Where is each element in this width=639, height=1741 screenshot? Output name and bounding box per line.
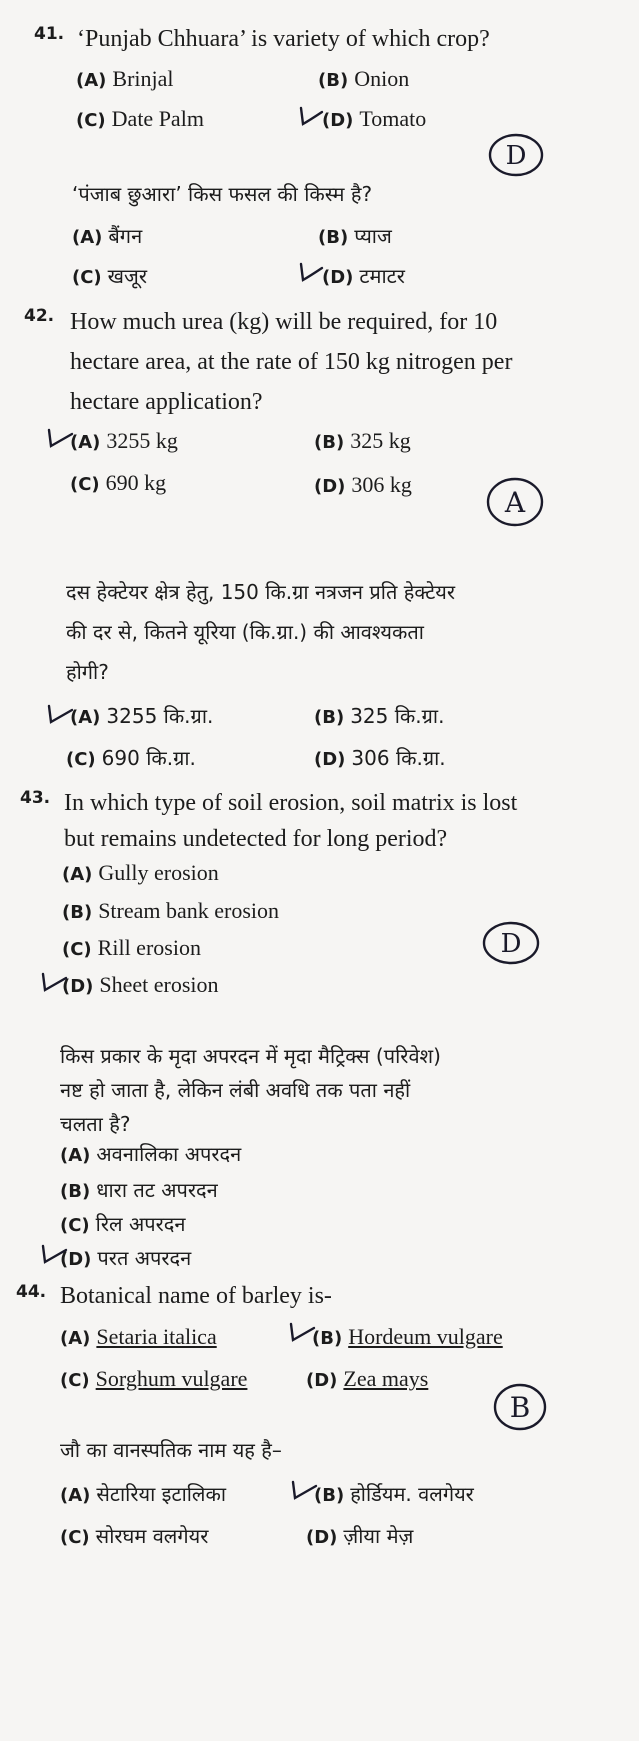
q42-option-b-hi[interactable] [314,702,444,729]
q44-number: 44. [16,1282,47,1302]
q44-option-a-hi[interactable] [60,1480,226,1507]
option-letter: (A) [60,1485,91,1506]
option-text: अवनालिका अपरदन [96,1142,242,1166]
q42-option-d-hi[interactable] [314,744,446,771]
option-letter: (B) [60,1181,91,1202]
answer-circle [486,130,546,180]
option-letter: (A) [76,70,107,91]
q41-option-a-en[interactable] [76,66,174,92]
answer-circle [490,1380,550,1434]
q43-option-c-en[interactable] [62,935,201,961]
q41-number: 41. [34,24,65,44]
q41-option-b-hi[interactable] [318,222,392,249]
q44-option-d-hi[interactable] [306,1522,413,1549]
q42-question-en-line-1: How much urea (kg) will be required, for 10 [70,309,498,335]
q42-question-en-line-3: hectare application? [70,389,263,415]
option-text: 325 kg [350,428,411,453]
option-letter: (D) [62,976,94,997]
option-letter: (B) [312,1328,343,1349]
option-text: Sheet erosion [99,972,219,997]
check-mark-icon [46,704,74,728]
q43-question-en-line-1: In which type of soil erosion, soil matrix is lost [64,790,518,816]
option-text: धारा तट अपरदन [96,1178,218,1202]
option-text: 690 कि.ग्रा. [101,746,196,770]
q41-option-c-en[interactable] [76,106,204,132]
option-text: Gully erosion [98,860,219,885]
answer-circle [484,474,546,530]
q41-option-d-hi[interactable] [322,262,405,289]
q42-option-c-hi[interactable] [66,744,196,771]
option-letter: (A) [60,1145,91,1166]
q41-option-a-hi[interactable] [72,222,142,249]
option-letter: (A) [70,707,101,728]
q43-option-d-en[interactable] [62,972,219,998]
option-text: होर्डियम. वलगेयर [350,1482,474,1506]
q42-question-en-line-2: hectare area, at the rate of 150 kg nitrogen per [70,349,513,375]
option-text: Brinjal [112,66,174,91]
option-text: सोरघम वलगेयर [95,1524,209,1548]
option-letter: (C) [62,939,92,960]
option-letter: (C) [60,1370,90,1391]
q44-question-hi: जौ का वानस्पतिक नाम यह है– [60,1438,282,1462]
q42-option-b-en[interactable] [314,428,411,454]
option-text: Zea mays [343,1366,429,1391]
option-letter: (A) [60,1328,91,1349]
q43-number: 43. [20,788,51,808]
option-letter: (B) [314,1485,345,1506]
check-mark-icon [298,106,324,130]
option-letter: (B) [314,432,345,453]
option-letter: (A) [62,864,93,885]
q41-question-en: ‘Punjab Chhuara’ is variety of which crop? [77,26,490,52]
option-text: टमाटर [359,264,405,288]
option-letter: (A) [72,227,103,248]
q44-option-c-en[interactable] [60,1366,247,1392]
option-text: Stream bank erosion [98,898,280,923]
q42-question-hi-line-2: की दर से, कितने यूरिया (कि.ग्रा.) की आवश्यकता [66,620,424,644]
q44-option-c-hi[interactable] [60,1522,208,1549]
option-text: 325 कि.ग्रा. [350,704,445,728]
option-letter: (B) [314,707,345,728]
check-mark-icon [40,972,68,996]
q43-question-hi-line-1: किस प्रकार के मृदा अपरदन में मृदा मैट्रिक्स (परिवेश) [60,1044,441,1068]
answer-circle-letter: A [504,486,526,519]
q43-question-en-line-2: but remains undetected for long period? [64,826,448,852]
q42-question-hi-line-3: होगी? [66,660,109,684]
option-text: 690 kg [105,470,167,495]
option-text: सेटारिया इटालिका [96,1482,227,1506]
q41-option-b-en[interactable] [318,66,409,92]
option-text: ज़ीया मेज़ [343,1524,414,1548]
q43-question-hi-line-2: नष्ट हो जाता है, लेकिन लंबी अवधि तक पता नहीं [60,1078,411,1102]
option-text: Date Palm [111,106,204,131]
option-text: Setaria italica [96,1324,217,1349]
option-letter: (C) [76,110,106,131]
option-text: Tomato [359,106,427,131]
option-text: Onion [354,66,410,91]
check-mark-icon [288,1322,316,1346]
q42-option-a-hi[interactable] [70,702,213,729]
q43-option-b-en[interactable] [62,898,279,924]
option-letter: (D) [322,110,354,131]
q41-option-d-en[interactable] [322,106,426,132]
option-text: परत अपरदन [97,1246,192,1270]
option-text: खजूर [107,264,148,288]
q42-option-c-en[interactable] [70,470,166,496]
check-mark-icon [46,428,74,452]
option-letter: (B) [318,70,349,91]
option-text: रिल अपरदन [95,1212,186,1236]
option-letter: (C) [72,267,102,288]
option-letter: (D) [314,476,346,497]
option-letter: (C) [70,474,100,495]
option-text: 306 कि.ग्रा. [351,746,446,770]
q43-option-d-hi[interactable] [60,1244,191,1271]
option-letter: (B) [318,227,349,248]
option-text: 3255 कि.ग्रा. [106,704,214,728]
check-mark-icon [298,262,324,286]
answer-circle-letter: D [505,141,527,171]
option-letter: (D) [60,1249,92,1270]
option-letter: (B) [62,902,93,923]
option-letter: (D) [322,267,354,288]
q44-option-b-hi[interactable] [314,1480,474,1507]
q42-option-d-en[interactable] [314,472,412,498]
option-letter: (C) [60,1215,90,1236]
option-text: Hordeum vulgare [348,1324,503,1349]
option-text: Rill erosion [97,935,201,960]
option-letter: (D) [306,1370,338,1391]
option-letter: (A) [70,432,101,453]
q44-option-a-en[interactable] [60,1324,217,1350]
q43-option-b-hi[interactable] [60,1176,218,1203]
q41-question-hi: ‘पंजाब छुआरा’ किस फसल की किस्म है? [72,182,373,206]
option-text: Sorghum vulgare [95,1366,248,1391]
q42-number: 42. [24,306,55,326]
q43-option-a-en[interactable] [62,860,219,886]
q41-option-c-hi[interactable] [72,262,147,289]
option-letter: (D) [306,1527,338,1548]
q43-option-c-hi[interactable] [60,1210,186,1237]
answer-circle-letter: D [500,929,522,959]
option-letter: (C) [66,749,96,770]
option-letter: (C) [60,1527,90,1548]
check-mark-icon [290,1480,318,1504]
q42-question-hi-line-1: दस हेक्टेयर क्षेत्र हेतु, 150 कि.ग्रा नत्रजन प्रति हेक्टेयर [66,580,456,604]
q43-option-a-hi[interactable] [60,1140,241,1167]
q42-option-a-en[interactable] [70,428,178,454]
check-mark-icon [40,1244,68,1268]
q44-question-en: Botanical name of barley is- [60,1283,332,1309]
option-text: 3255 kg [106,428,178,453]
option-text: 306 kg [351,472,412,497]
option-letter: (D) [314,749,346,770]
option-text: बैंगन [108,224,143,248]
answer-circle-letter: B [509,1391,531,1424]
answer-circle [480,918,542,968]
q43-question-hi-line-3: चलता है? [60,1112,131,1136]
q44-option-d-en[interactable] [306,1366,428,1392]
option-text: प्याज [354,224,392,248]
q44-option-b-en[interactable] [312,1324,503,1350]
